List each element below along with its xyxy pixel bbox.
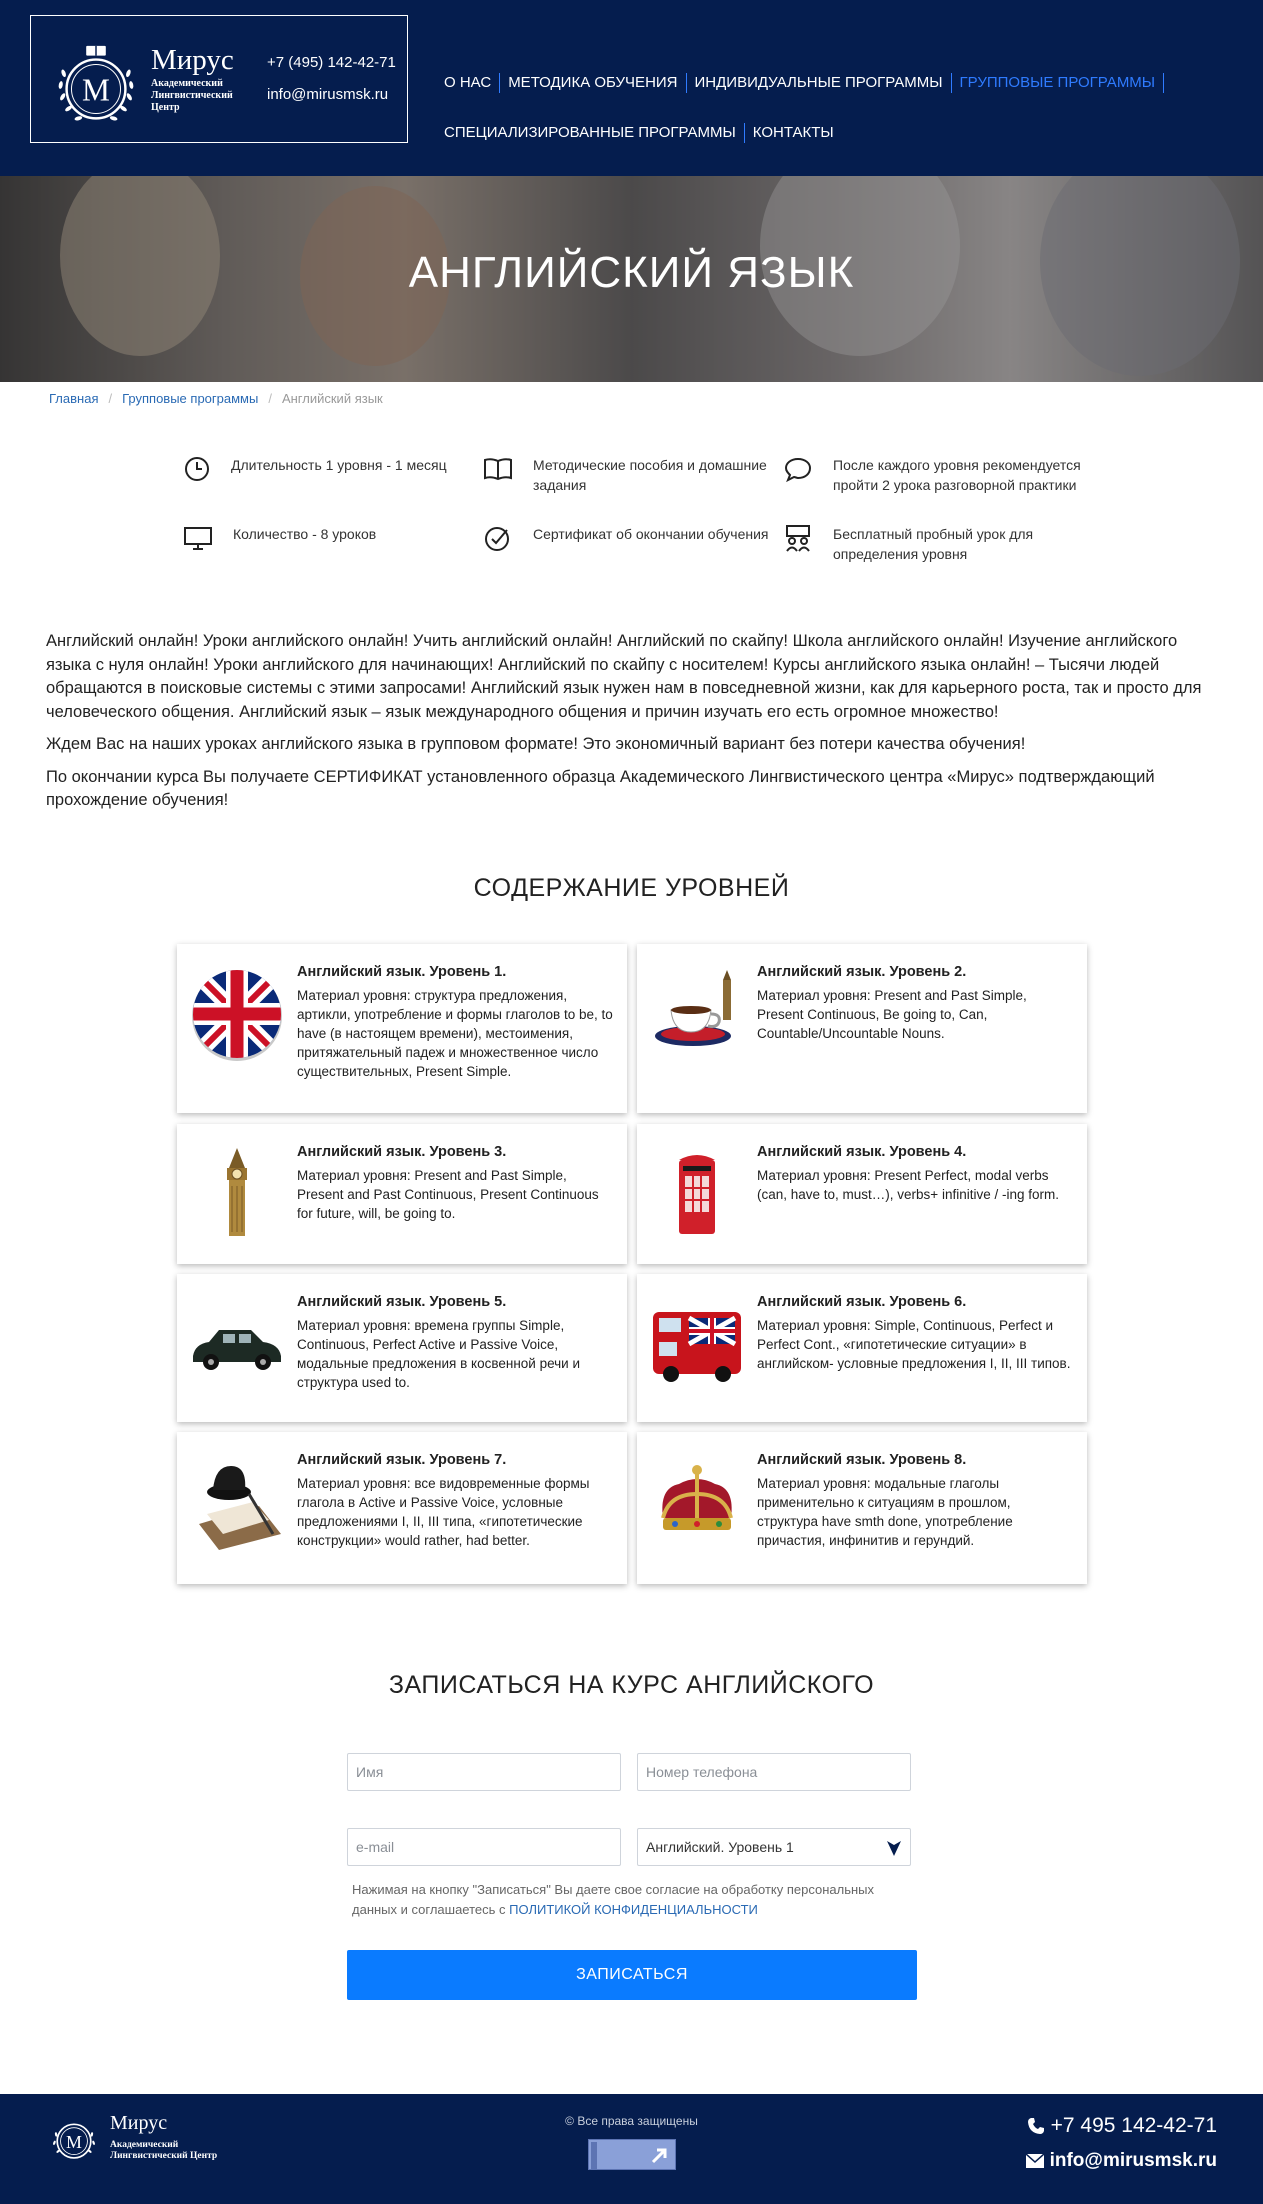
level-title: Английский язык. Уровень 7. xyxy=(297,1452,507,1468)
breadcrumb xyxy=(49,391,383,406)
brand-name: Мирус xyxy=(151,44,234,76)
levels-heading: СОДЕРЖАНИЕ УРОВНЕЙ xyxy=(473,874,790,902)
feature-practice xyxy=(783,455,1103,495)
feature-certificate xyxy=(483,524,783,552)
people-board-icon xyxy=(783,524,813,552)
level-title: Английский язык. Уровень 4. xyxy=(757,1144,967,1160)
level-description: Материал уровня: все видовременные формы глагола в Active и Passive Voice, условные предложениями I, II, III типа, «гипотетические конструкции» would rather, had better. xyxy=(297,1476,590,1548)
book-icon xyxy=(483,455,513,483)
double-decker-bus-icon xyxy=(649,1296,745,1392)
feature-text: Методические пособия и домашние задания xyxy=(533,457,767,493)
feature-text: Бесплатный пробный урок для определения уровня xyxy=(833,526,1034,562)
level-description: Материал уровня: структура предложения, артикли, употребление и формы глаголов to be, to have (в настоящем времени), местоимения, притяжательный падеж и множественное число существительных, Present Simple. xyxy=(297,988,613,1079)
site-footer xyxy=(0,2094,1263,2204)
brand-subtitle: Академический Лингвистический Центр xyxy=(151,78,233,113)
level-description: Материал уровня: времена группы Simple, Continuous, Perfect Active и Passive Voice, модальные предложения в косвенной речи и структура used to. xyxy=(297,1318,581,1390)
feature-trial xyxy=(783,524,1103,564)
intro-text xyxy=(46,630,1216,822)
footer-brand-name: Мирус xyxy=(110,2112,168,2134)
royal-crown-icon xyxy=(649,1454,745,1550)
uk-flag-icon xyxy=(189,966,285,1062)
level-title: Английский язык. Уровень 2. xyxy=(757,964,967,980)
footer-phone-text: +7 495 142-42-71 xyxy=(1050,2114,1217,2137)
breadcrumb-group-programs[interactable]: Групповые программы xyxy=(122,391,259,406)
london-taxi-icon xyxy=(189,1296,285,1392)
feature-materials xyxy=(483,455,783,495)
level-description: Материал уровня: Simple, Continuous, Perfect и Perfect Cont., «гипотетические ситуации» в английском- условные предложения I, II, III типов. xyxy=(757,1318,1071,1371)
level-title: Английский язык. Уровень 1. xyxy=(297,964,507,980)
feature-text: Сертификат об окончании обучения xyxy=(533,526,769,542)
name-input[interactable] xyxy=(347,1753,621,1791)
level-card-7[interactable] xyxy=(177,1432,627,1584)
level-description: Материал уровня: Present and Past Simple, Present and Past Continuous, Present Continuous for future, will, be going to. xyxy=(297,1168,599,1221)
intro-paragraph: Английский онлайн! Уроки английского онлайн! Учить английский онлайн! Английский по скайпу! Школа английского онлайн! Изучение английского языка с нуля онлайн! Уроки английского для начинающих! Английский по скайпу с носителем! Курсы английского языка онлайн! – Тысячи людей обращаются в поисковые системы с этими запросами! Английский язык нужен нам в повседневной жизни, как для карьерного роста, так и просто для человеческого общения. Английский язык – язык международного общения и причин изучать его есть огромное множество! xyxy=(46,632,1202,721)
main-nav xyxy=(436,70,1226,170)
feature-lessons xyxy=(183,524,483,552)
level-description: Материал уровня: Present and Past Simple, Present Continuous, Be going to, Can, Countable/Uncountable Nouns. xyxy=(757,988,1027,1041)
feature-text: После каждого уровня рекомендуется пройти 2 урока разговорной практики xyxy=(833,457,1081,493)
feature-text: Количество - 8 уроков xyxy=(233,526,377,542)
feature-text: Длительность 1 уровня - 1 месяц xyxy=(231,457,447,473)
envelope-icon xyxy=(1026,2154,1044,2168)
chevron-down-icon xyxy=(886,1839,902,1857)
name-placeholder: Имя xyxy=(356,1764,384,1780)
footer-brand-subtitle: Академический Лингвистический Центр xyxy=(110,2140,218,2161)
level-title: Английский язык. Уровень 5. xyxy=(297,1294,507,1310)
breadcrumb-current: Английский язык xyxy=(281,391,383,406)
visitor-counter[interactable] xyxy=(588,2139,676,2170)
footer-email-text: info@mirusmsk.ru xyxy=(1049,2150,1217,2171)
level-card-1[interactable] xyxy=(177,944,627,1113)
monitor-icon xyxy=(183,524,213,552)
site-header xyxy=(0,0,1263,176)
header-email[interactable]: info@mirusmsk.ru xyxy=(267,86,389,103)
consent-note xyxy=(352,1880,912,1920)
signup-heading: ЗАПИСАТЬСЯ НА КУРС АНГЛИЙСКОГО xyxy=(388,1671,875,1699)
page-title: АНГЛИЙСКИЙ ЯЗЫК xyxy=(408,248,855,297)
email-input[interactable] xyxy=(347,1828,621,1866)
level-card-8[interactable] xyxy=(637,1432,1087,1584)
phone-input[interactable] xyxy=(637,1753,911,1791)
chat-icon xyxy=(783,455,813,483)
nav-item-about[interactable]: О НАС xyxy=(436,73,500,93)
phone-icon xyxy=(1027,2117,1045,2135)
consent-text: Нажимая на кнопку "Записаться" Вы даете свое согласие на обработку персональных данных и соглашаетесь с xyxy=(352,1882,875,1917)
logo-block[interactable] xyxy=(30,15,408,143)
big-ben-icon xyxy=(189,1146,285,1242)
level-card-5[interactable] xyxy=(177,1274,627,1422)
bowler-hat-icon xyxy=(189,1454,285,1550)
level-card-4[interactable] xyxy=(637,1124,1087,1264)
intro-paragraph: Ждем Вас на наших уроках английского языка в групповом формате! Это экономичный вариант без потери качества обучения! xyxy=(46,735,1026,753)
check-circle-icon xyxy=(483,524,513,552)
phone-placeholder: Номер телефона xyxy=(646,1764,758,1780)
level-card-3[interactable] xyxy=(177,1124,627,1264)
level-card-2[interactable] xyxy=(637,944,1087,1113)
level-title: Английский язык. Уровень 8. xyxy=(757,1452,967,1468)
level-select-value: Английский. Уровень 1 xyxy=(646,1839,794,1855)
clock-icon xyxy=(183,455,211,483)
header-phone[interactable]: +7 (495) 142-42-71 xyxy=(267,54,396,71)
svg-text:M: M xyxy=(82,72,110,108)
counter-arrow-icon xyxy=(589,2140,677,2171)
svg-text:M: M xyxy=(66,2131,82,2152)
nav-item-contacts[interactable]: КОНТАКТЫ xyxy=(752,124,834,141)
phone-booth-icon xyxy=(649,1146,745,1242)
copyright: © Все права защищены xyxy=(565,2114,698,2128)
breadcrumb-home[interactable]: Главная xyxy=(49,391,99,406)
footer-email[interactable] xyxy=(1026,2150,1217,2172)
level-description: Материал уровня: модальные глаголы применительно к ситуациям в прошлом, структура have smth done, употребление причастия, инфинитив и герундий. xyxy=(757,1476,1013,1548)
level-title: Английский язык. Уровень 6. xyxy=(757,1294,967,1310)
nav-item-group[interactable]: ГРУППОВЫЕ ПРОГРАММЫ xyxy=(952,73,1165,93)
level-title: Английский язык. Уровень 3. xyxy=(297,1144,507,1160)
submit-button[interactable]: ЗАПИСАТЬСЯ xyxy=(347,1950,917,2000)
nav-item-specialized[interactable]: СПЕЦИАЛИЗИРОВАННЫЕ ПРОГРАММЫ xyxy=(436,123,745,143)
hero-banner xyxy=(0,176,1263,382)
level-description: Материал уровня: Present Perfect, modal verbs (can, have to, must…), verbs+ infinitive / -ing form. xyxy=(757,1168,1059,1202)
level-card-6[interactable] xyxy=(637,1274,1087,1422)
logo-emblem-icon xyxy=(47,38,145,136)
footer-phone[interactable] xyxy=(1027,2114,1217,2138)
intro-paragraph: По окончании курса Вы получаете СЕРТИФИКАТ установленного образца Академического Лингвистического центра «Мирус» подтверждающий прохождение обучения! xyxy=(46,767,1155,809)
privacy-policy-link[interactable]: ПОЛИТИКОЙ КОНФИДЕНЦИАЛЬНОСТИ xyxy=(509,1902,758,1917)
level-select[interactable] xyxy=(637,1828,911,1866)
nav-item-individual[interactable]: ИНДИВИДУАЛЬНЫЕ ПРОГРАММЫ xyxy=(687,73,952,93)
feature-duration xyxy=(183,455,483,483)
breadcrumb-separator: / xyxy=(268,391,272,406)
nav-item-methods[interactable]: МЕТОДИКА ОБУЧЕНИЯ xyxy=(500,73,686,93)
email-placeholder: e-mail xyxy=(356,1839,395,1855)
breadcrumb-separator: / xyxy=(108,391,113,406)
tea-cup-icon xyxy=(649,966,745,1062)
